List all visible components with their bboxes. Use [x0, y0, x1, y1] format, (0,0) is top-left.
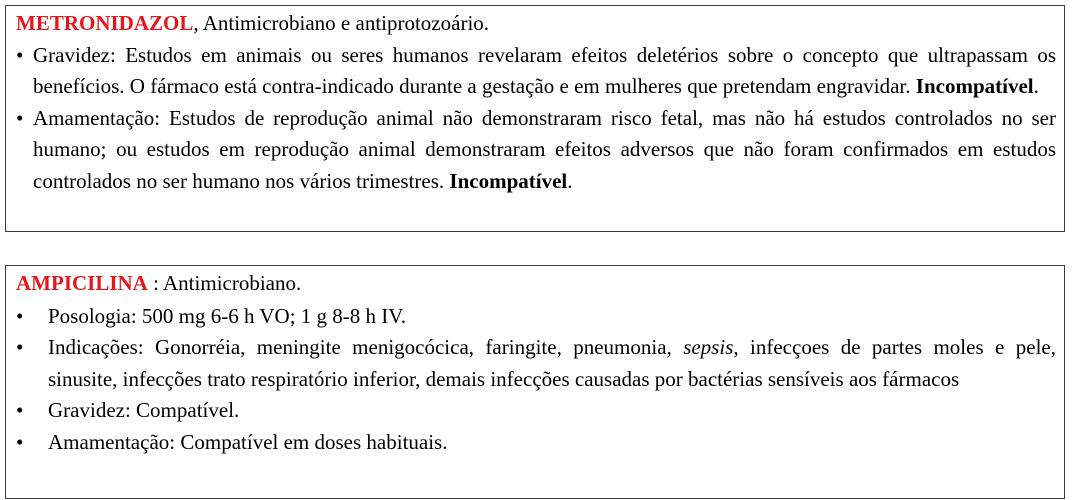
list-item-amamentacao: • Amamentação: Estudos de reprodução animal não demonstraram risco fetal, mas não há estudos controlados no ser humano; ou estudos em reprodução animal demonstraram efeitos adversos que não foram confirmados em estudos controlados no ser humano nos vários trimestres. Incompatível.: [16, 103, 1056, 198]
incompatible-label: Incompatível: [449, 168, 568, 193]
metronidazol-header: [16, 8, 1056, 40]
sepsis-term: sepsis: [683, 335, 734, 359]
drug-name-ampicilina: AMPICILINA: [16, 271, 148, 295]
bullet-icon: •: [16, 429, 24, 454]
ampicilina-list: [16, 301, 1056, 459]
ampicilina-header: [16, 268, 1056, 300]
drug-description: : Antimicrobiano.: [147, 271, 302, 295]
bullet-icon: •: [16, 303, 24, 328]
metronidazol-list: [16, 40, 1056, 198]
incompatible-label: Incompatível: [915, 74, 1034, 98]
list-item-indicacoes: • Indicações: Gonorréia, meningite menigocócica, faringite, pneumonia, sepsis, infecçoes de partes moles e pele, sinusite, infecções trato respiratório inferior, demais infecções causadas por bactérias sensíveis aos fármacos: [16, 332, 1056, 395]
drug-description: , Antimicrobiano e antiprotozoário.: [193, 11, 490, 35]
list-item-gravidez: • Gravidez: Estudos em animais ou seres humanos revelaram efeitos deletérios sobre o concepto que ultrapassam os benefícios. O fármaco está contra-indicado durante a gestação e em mulheres que pretendam engravidar. Incompatível.: [16, 40, 1056, 103]
drug-name-metronidazol: METRONIDAZOL: [16, 11, 194, 35]
metronidazol-box: [5, 5, 1065, 232]
list-item-gravidez: • Gravidez: Compatível.: [16, 395, 1056, 427]
bullet-icon: •: [16, 105, 24, 130]
list-item-amamentacao: • Amamentação: Compatível em doses habituais.: [16, 427, 1056, 459]
bullet-icon: •: [16, 335, 24, 359]
bullet-icon: •: [16, 398, 24, 422]
list-item-posologia: • Posologia: 500 mg 6-6 h VO; 1 g 8-8 h IV.: [16, 301, 1056, 333]
ampicilina-box: [5, 265, 1065, 499]
bullet-icon: •: [16, 42, 24, 67]
